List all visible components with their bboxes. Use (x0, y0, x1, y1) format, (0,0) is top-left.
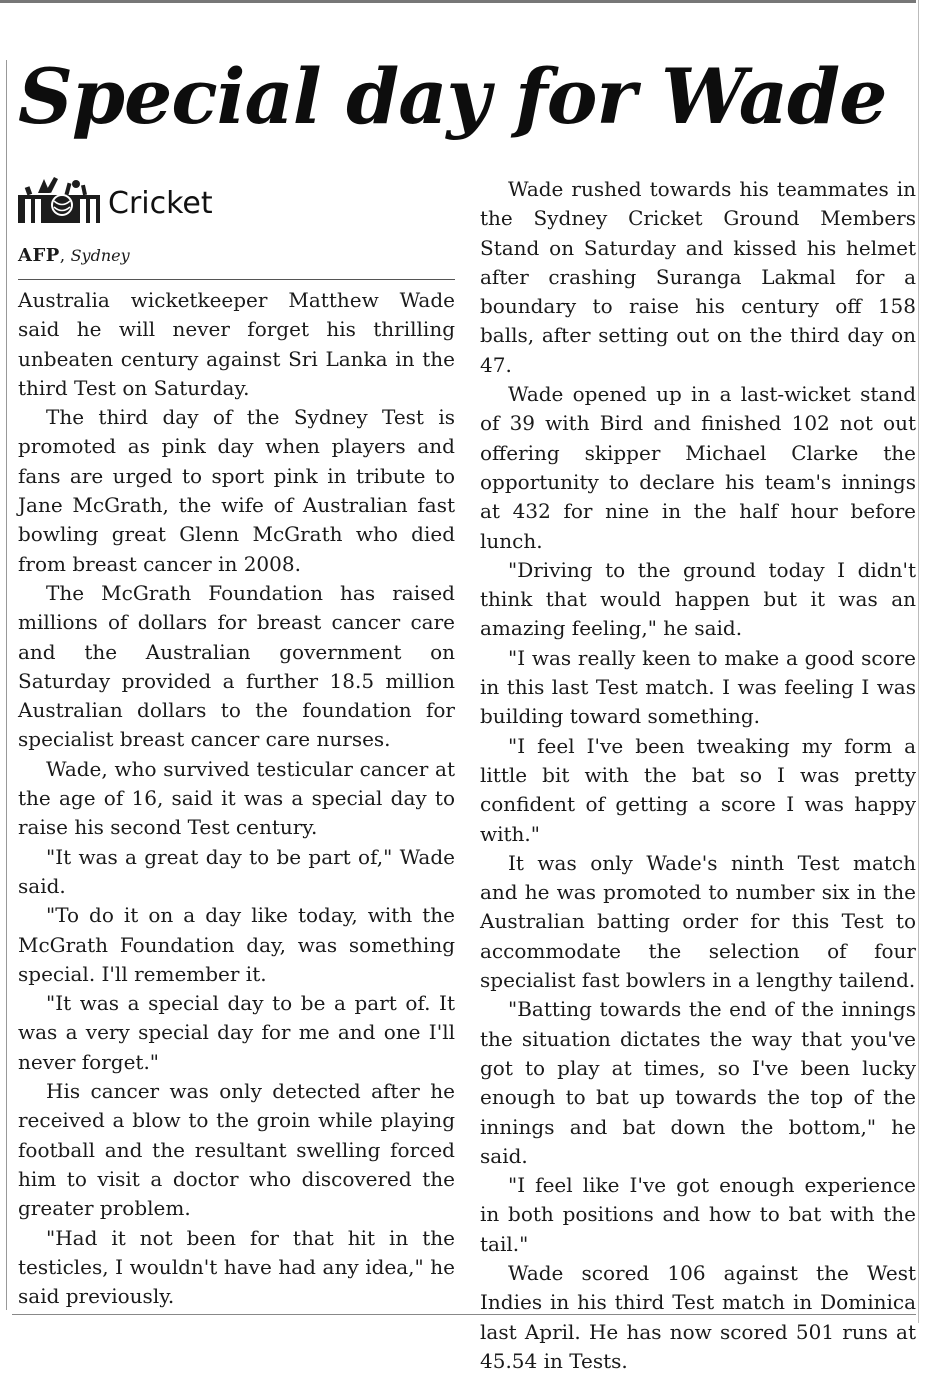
cricket-stumps-ball-icon (18, 175, 100, 223)
byline-place: Sydney (70, 246, 130, 265)
paragraph: Wade, who survived testicular cancer at the age of 16, said it was a special day to raise his second Test century. (18, 756, 455, 840)
column-rule-right (918, 0, 919, 1323)
headline: Special day for Wade (18, 52, 887, 141)
paragraph: "Batting towards the end of the innings the situation dictates the way that you've got to play at times, so I've been lucky enough to bat up towards the top of the innings and bat down the bottom," he said. (480, 997, 916, 1168)
section-label: Cricket (108, 186, 213, 221)
byline-agency: AFP (18, 245, 60, 266)
byline (18, 245, 455, 280)
paragraph: "It was a special day to be a part of. It was a very special day for me and one I'll never forget." (18, 991, 455, 1074)
paragraph: "I was really keen to make a good score in this last Test match. I was feeling I was building toward something. (480, 645, 916, 729)
paragraph: "To do it on a day like today, with the McGrath Foundation day, was something special. I'll remember it. (18, 903, 455, 986)
paragraph: Wade rushed towards his teammates in the Sydney Cricket Ground Members Stand on Saturday and kissed his helmet after crashing Suranga Lakmal for a boundary to raise his century off 158 balls, after setting out on the third day on 47. (480, 177, 916, 377)
paragraph: "It was a great day to be part of," Wade said. (18, 844, 455, 898)
paragraph: Wade opened up in a last-wicket stand of 39 with Bird and finished 102 not out offering skipper Michael Clarke the opportunity to declare his team's innings at 432 for nine in the half hour before lunch. (480, 382, 916, 553)
column-rule-left (6, 60, 7, 1310)
paragraph: "I feel like I've got enough experience in both positions and how to bat with the tail." (480, 1173, 916, 1256)
paragraph: "I feel I've been tweaking my form a little bit with the bat so I was pretty confident of getting a score I was happy with." (480, 733, 916, 846)
paragraph: The third day of the Sydney Test is promoted as pink day when players and fans are urged to sport pink in tribute to Jane McGrath, the wife of Australian fast bowling great Glenn McGrath who died from breast cancer in 2008. (18, 405, 455, 576)
paragraph: "Driving to the ground today I didn't think that would happen but it was an amazing feeling," he said. (480, 557, 916, 641)
paragraph: Wade scored 106 against the West Indies in his third Test match in Dominica last April. He has now scored 501 runs at 45.54 in Tests. (480, 1260, 916, 1373)
paragraph: It was only Wade's ninth Test match and he was promoted to number six in the Australian batting order for this Test to accommodate the selection of four specialist fast bowlers in a lengthy tailend. (480, 850, 916, 993)
section-header (18, 175, 455, 223)
byline-separator: , (59, 246, 71, 266)
paragraph: "Had it not been for that hit in the testicles, I wouldn't have had any idea," he said previously. (18, 1225, 455, 1309)
left-column (18, 175, 455, 1311)
paragraph: His cancer was only detected after he received a blow to the groin while playing football and the resultant swelling forced him to visit a doctor who discovered the greater problem. (18, 1079, 455, 1221)
left-column-body (18, 286, 455, 1311)
top-rule (0, 0, 916, 3)
paragraph: Australia wicketkeeper Matthew Wade said he will never forget his thrilling unbeaten century against Sri Lanka in the third Test on Saturday. (18, 288, 455, 400)
right-column (480, 175, 916, 1376)
paragraph: The McGrath Foundation has raised millions of dollars for breast cancer care and the Australian government on Saturday provided a further 18.5 million Australian dollars to the foundation for specialist breast cancer care nurses. (18, 580, 455, 752)
